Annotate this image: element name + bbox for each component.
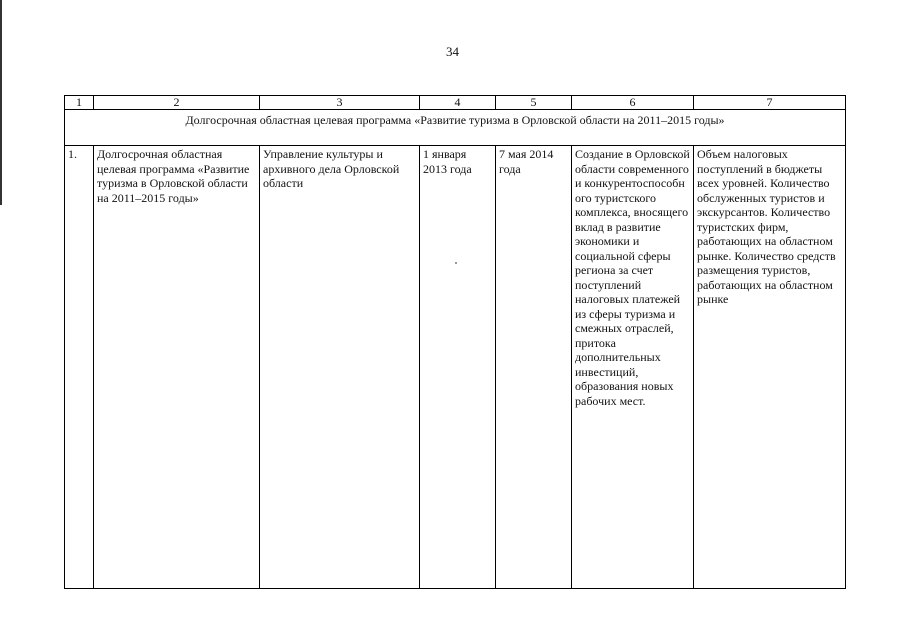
section-title-row (65, 110, 846, 146)
goal-cell: Создание в Орловской области современного и конкурентоспособн ого туристского комплекса, вносящего вклад в развитие экономики и социальной сферы региона за счет поступлений налоговых платежей из сферы туризма и смежных отраслей, притока дополнительных инвестиций, образования новых рабочих мест. (572, 146, 694, 589)
scan-speck (455, 262, 457, 264)
page-number: 34 (446, 44, 459, 59)
column-header-7: 7 (694, 96, 846, 110)
scan-left-edge-line (0, 0, 2, 205)
indicators-cell: Объем налоговых поступлений в бюджеты всех уровней. Количество обслуженных туристов и экскурсантов. Количество туристских фирм, работающих на областном рынке. Количество средств размещения туристов, работающих на областном рынке (694, 146, 846, 589)
column-header-5: 5 (496, 96, 572, 110)
section-title: Долгосрочная областная целевая программа «Развитие туризма в Орловской области на 2011–2015 годы» (65, 110, 846, 146)
column-number-row (65, 96, 846, 110)
table-row (65, 146, 846, 589)
column-header-4: 4 (420, 96, 496, 110)
column-header-2: 2 (94, 96, 260, 110)
start-date-cell: 1 января 2013 года (420, 146, 496, 589)
column-header-1: 1 (65, 96, 94, 110)
row-number: 1. (65, 146, 94, 589)
end-date-cell: 7 мая 2014 года (496, 146, 572, 589)
column-header-3: 3 (260, 96, 420, 110)
program-table (64, 95, 846, 589)
program-name-cell: Долгосрочная областная целевая программа «Развитие туризма в Орловской области на 2011–2015 годы» (94, 146, 260, 589)
responsible-cell: Управление культуры и архивного дела Орловской области (260, 146, 420, 589)
column-header-6: 6 (572, 96, 694, 110)
